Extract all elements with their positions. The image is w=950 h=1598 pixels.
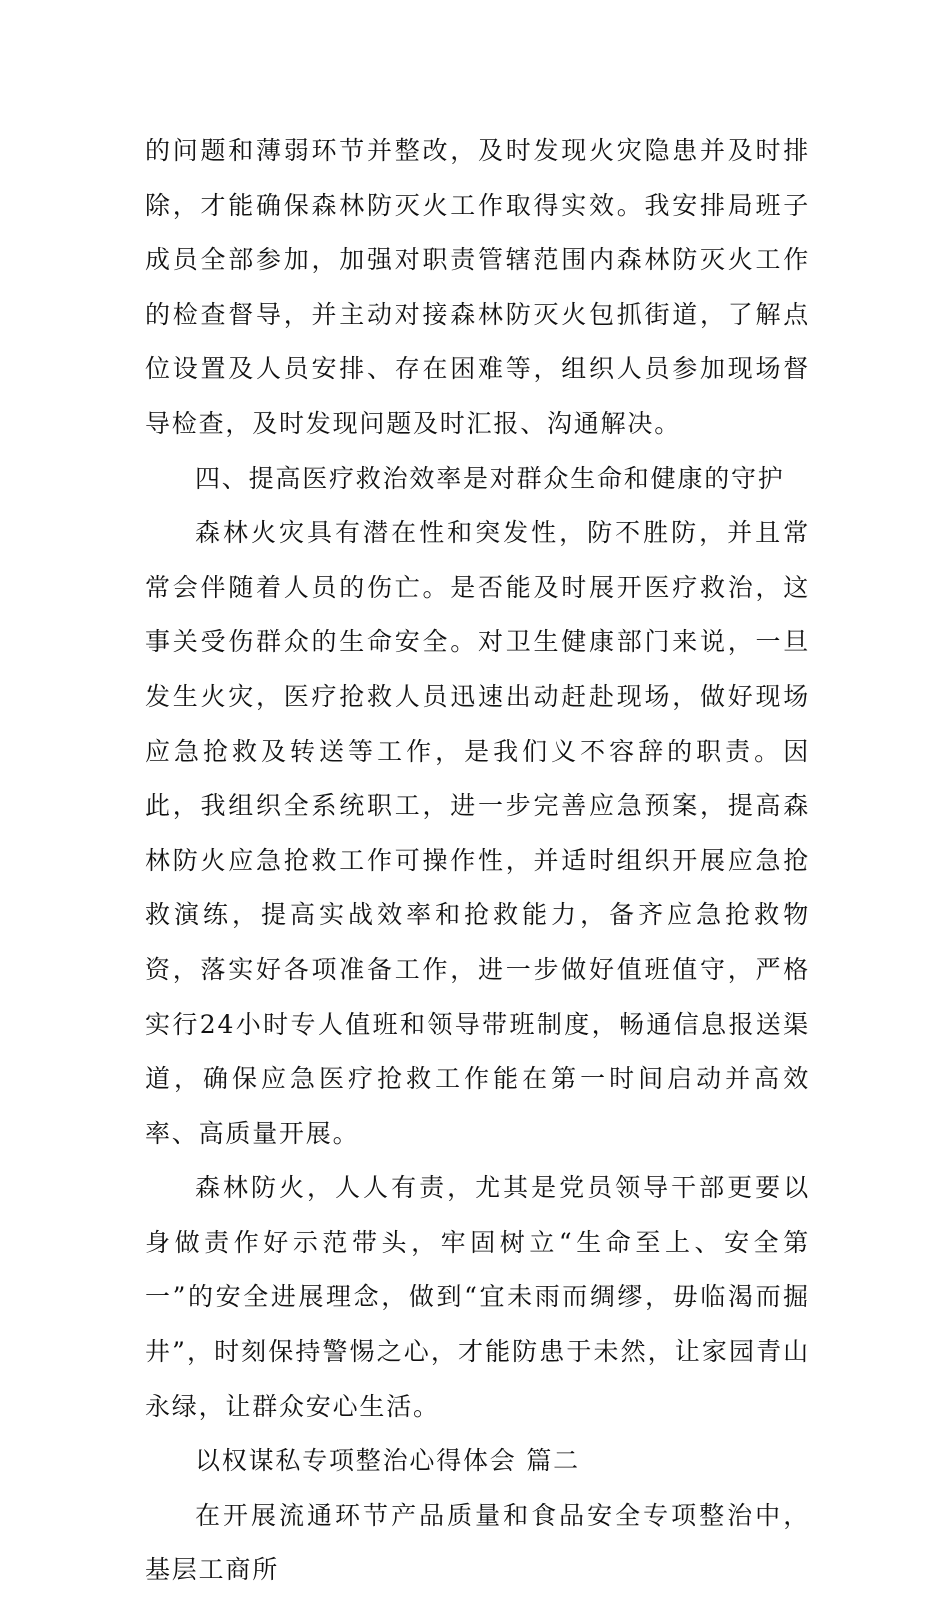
paragraph-conclusion: 森林防火，人人有责，尤其是党员领导干部更要以身做责作好示范带头，牢固树立“生命至上、安全第一”的安全进展理念，做到“宜未雨而绸缪，毋临渴而掘井”，时刻保持警惕之心，才能防患于未然，让家园青山永绿，让群众安心生活。 [145, 1173, 810, 1421]
article-title-part-two: 以权谋私专项整治心得体会 篇二 [195, 1446, 580, 1476]
paragraph-continuation: 的问题和薄弱环节并整改，及时发现火灾隐患并及时排除，才能确保森林防灭火工作取得实效。我安排局班子成员全部参加，加强对职责管辖范围内森林防灭火工作的检查督导，并主动对接森林防灭火包抓街道，了解点位设置及人员安排、存在困难等，组织人员参加现场督导检查，及时发现问题及时汇报、沟通解决。 [145, 136, 810, 438]
section-heading-four: 四、提高医疗救治效率是对群众生命和健康的守护 [195, 463, 785, 493]
document-body [145, 124, 810, 1598]
paragraph-medical-rescue: 森林火灾具有潜在性和突发性，防不胜防，并且常常会伴随着人员的伤亡。是否能及时展开医疗救治，这事关受伤群众的生命安全。对卫生健康部门来说，一旦发生火灾，医疗抢救人员迅速出动赶赴现场，做好现场应急抢救及转送等工作，是我们义不容辞的职责。因此，我组织全系统职工，进一步完善应急预案，提高森林防火应急抢救工作可操作性，并适时组织开展应急抢救演练，提高实战效率和抢救能力，备齐应急抢救物资，落实好各项准备工作，进一步做好值班值守，严格实行24小时专人值班和领导带班制度，畅通信息报送渠道，确保应急医疗抢救工作能在第一时间启动并高效率、高质量开展。 [145, 518, 810, 1148]
paragraph-part-two-opening: 在开展流通环节产品质量和食品安全专项整治中，基层工商所 [145, 1500, 810, 1585]
